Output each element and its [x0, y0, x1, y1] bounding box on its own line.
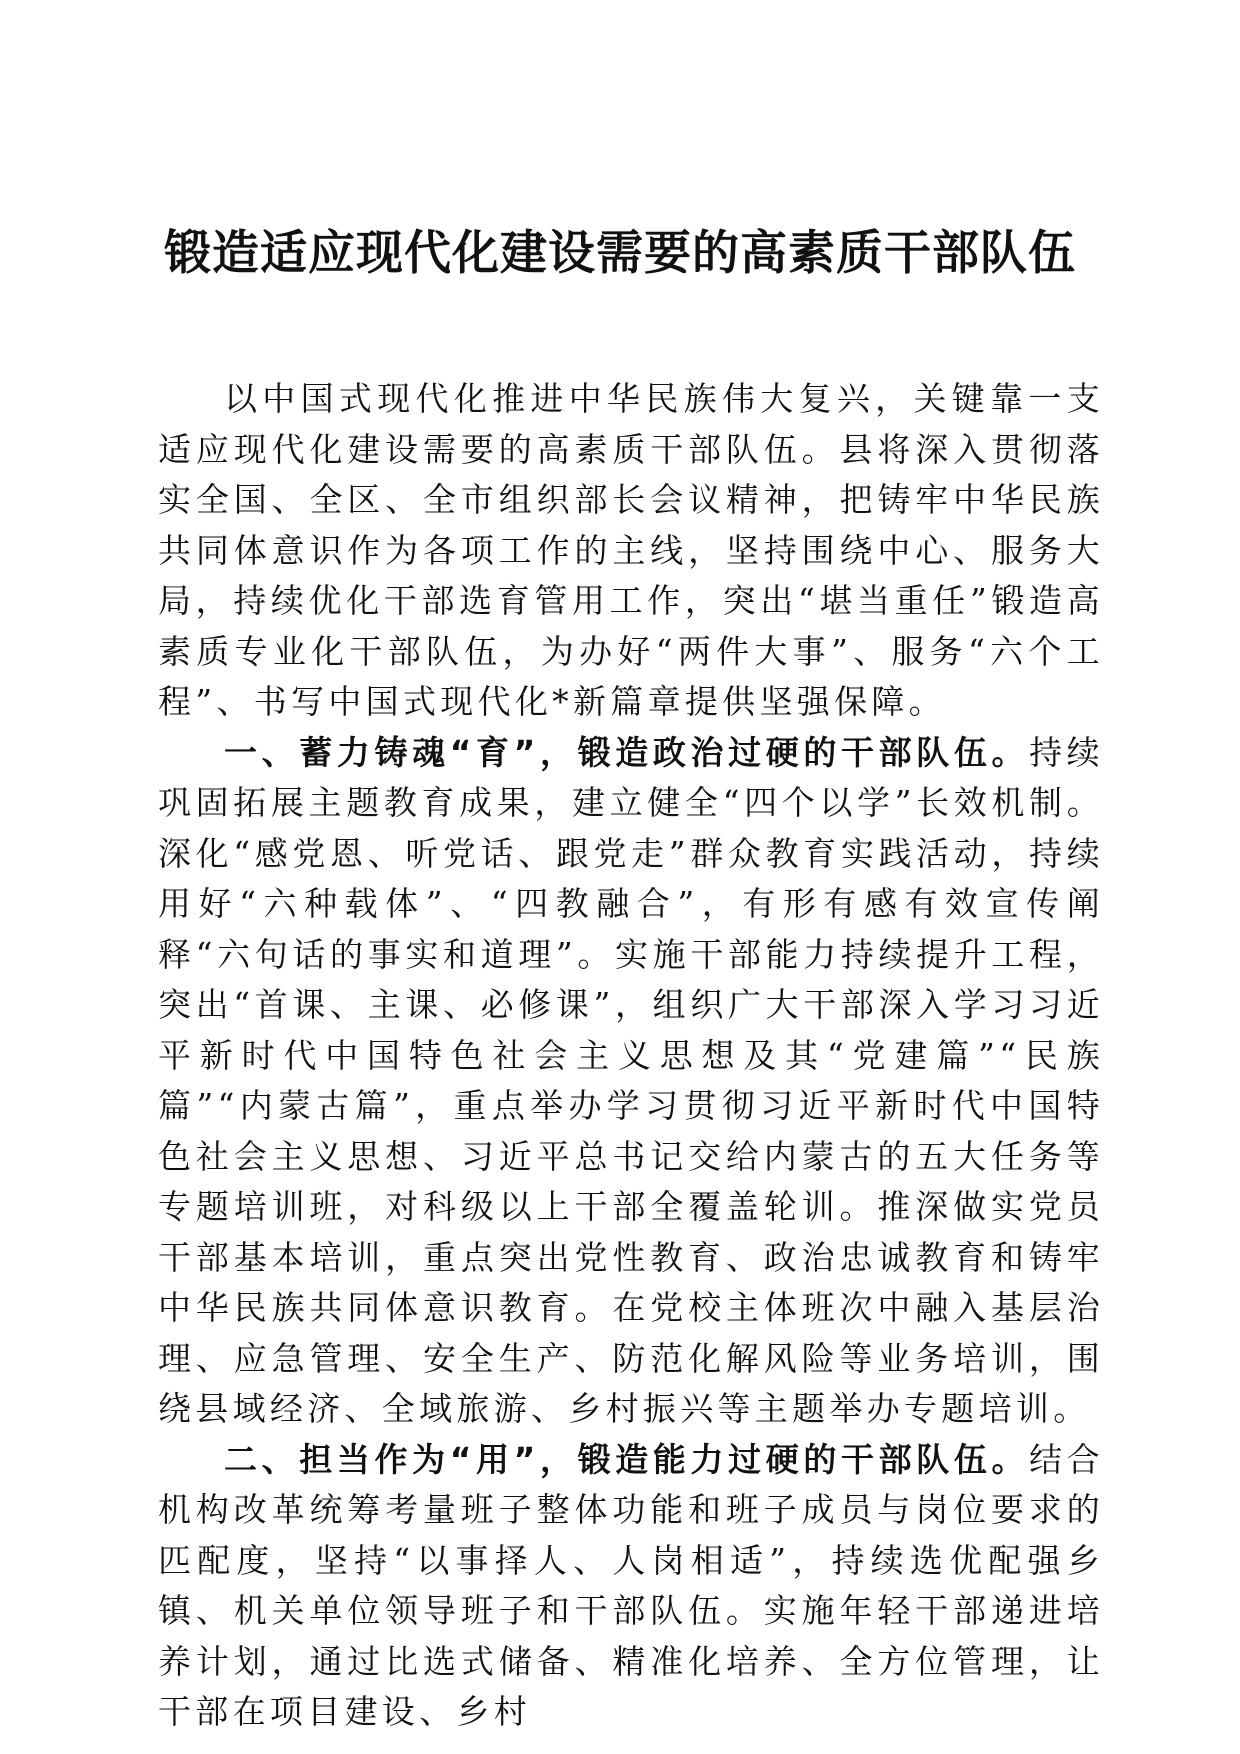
- intro-paragraph: 以中国式现代化推进中华民族伟大复兴，关键靠一支适应现代化建设需要的高素质干部队伍。县将深入贯彻落实全国、全区、全市组织部长会议精神，把铸牢中华民族共同体意识作为各项工作的主线，坚持围绕中心、服务大局，持续优化干部选育管用工作，突出“堪当重任”锻造高素质专业化干部队伍，为办好“两件大事”、服务“六个工程”、书写中国式现代化*新篇章提供坚强保障。: [158, 379, 1104, 721]
- section-2-paragraph: [158, 1435, 1104, 1738]
- section-2-body: 结合机构改革统筹考量班子整体功能和班子成员与岗位要求的匹配度，坚持“以事择人、人岗相适”，持续选优配强乡镇、机关单位领导班子和干部队伍。实施年轻干部递进培养计划，通过比选式储备、精准化培养、全方位管理，让干部在项目建设、乡村: [158, 1439, 1104, 1731]
- section-1-heading: 一、蓄力铸魂“育”，锻造政治过硬的干部队伍。: [224, 732, 1030, 772]
- document-body: [158, 374, 1104, 1738]
- page-title: 锻造适应现代化建设需要的高素质干部队伍: [164, 226, 1076, 281]
- section-1-paragraph: [158, 728, 1104, 1435]
- section-2-heading: 二、担当作为“用”，锻造能力过硬的干部队伍。: [224, 1439, 1030, 1479]
- section-1-body: 持续巩固拓展主题教育成果，建立健全“四个以学”长效机制。深化“感党恩、听党话、跟党走”群众教育实践活动，持续用好“六种载体”、“四教融合”，有形有感有效宣传阐释“六句话的事实和道理”。实施干部能力持续提升工程，突出“首课、主课、必修课”，组织广大干部深入学习习近平新时代中国特色社会主义思想及其“党建篇”“民族篇”“内蒙古篇”，重点举办学习贯彻习近平新时代中国特色社会主义思想、习近平总书记交给内蒙古的五大任务等专题培训班，对科级以上干部全覆盖轮训。推深做实党员干部基本培训，重点突出党性教育、政治忠诚教育和铸牢中华民族共同体意识教育。在党校主体班次中融入基层治理、应急管理、安全生产、防范化解风险等业务培训，围绕县域经济、全域旅游、乡村振兴等主题举办专题培训。: [158, 732, 1104, 1428]
